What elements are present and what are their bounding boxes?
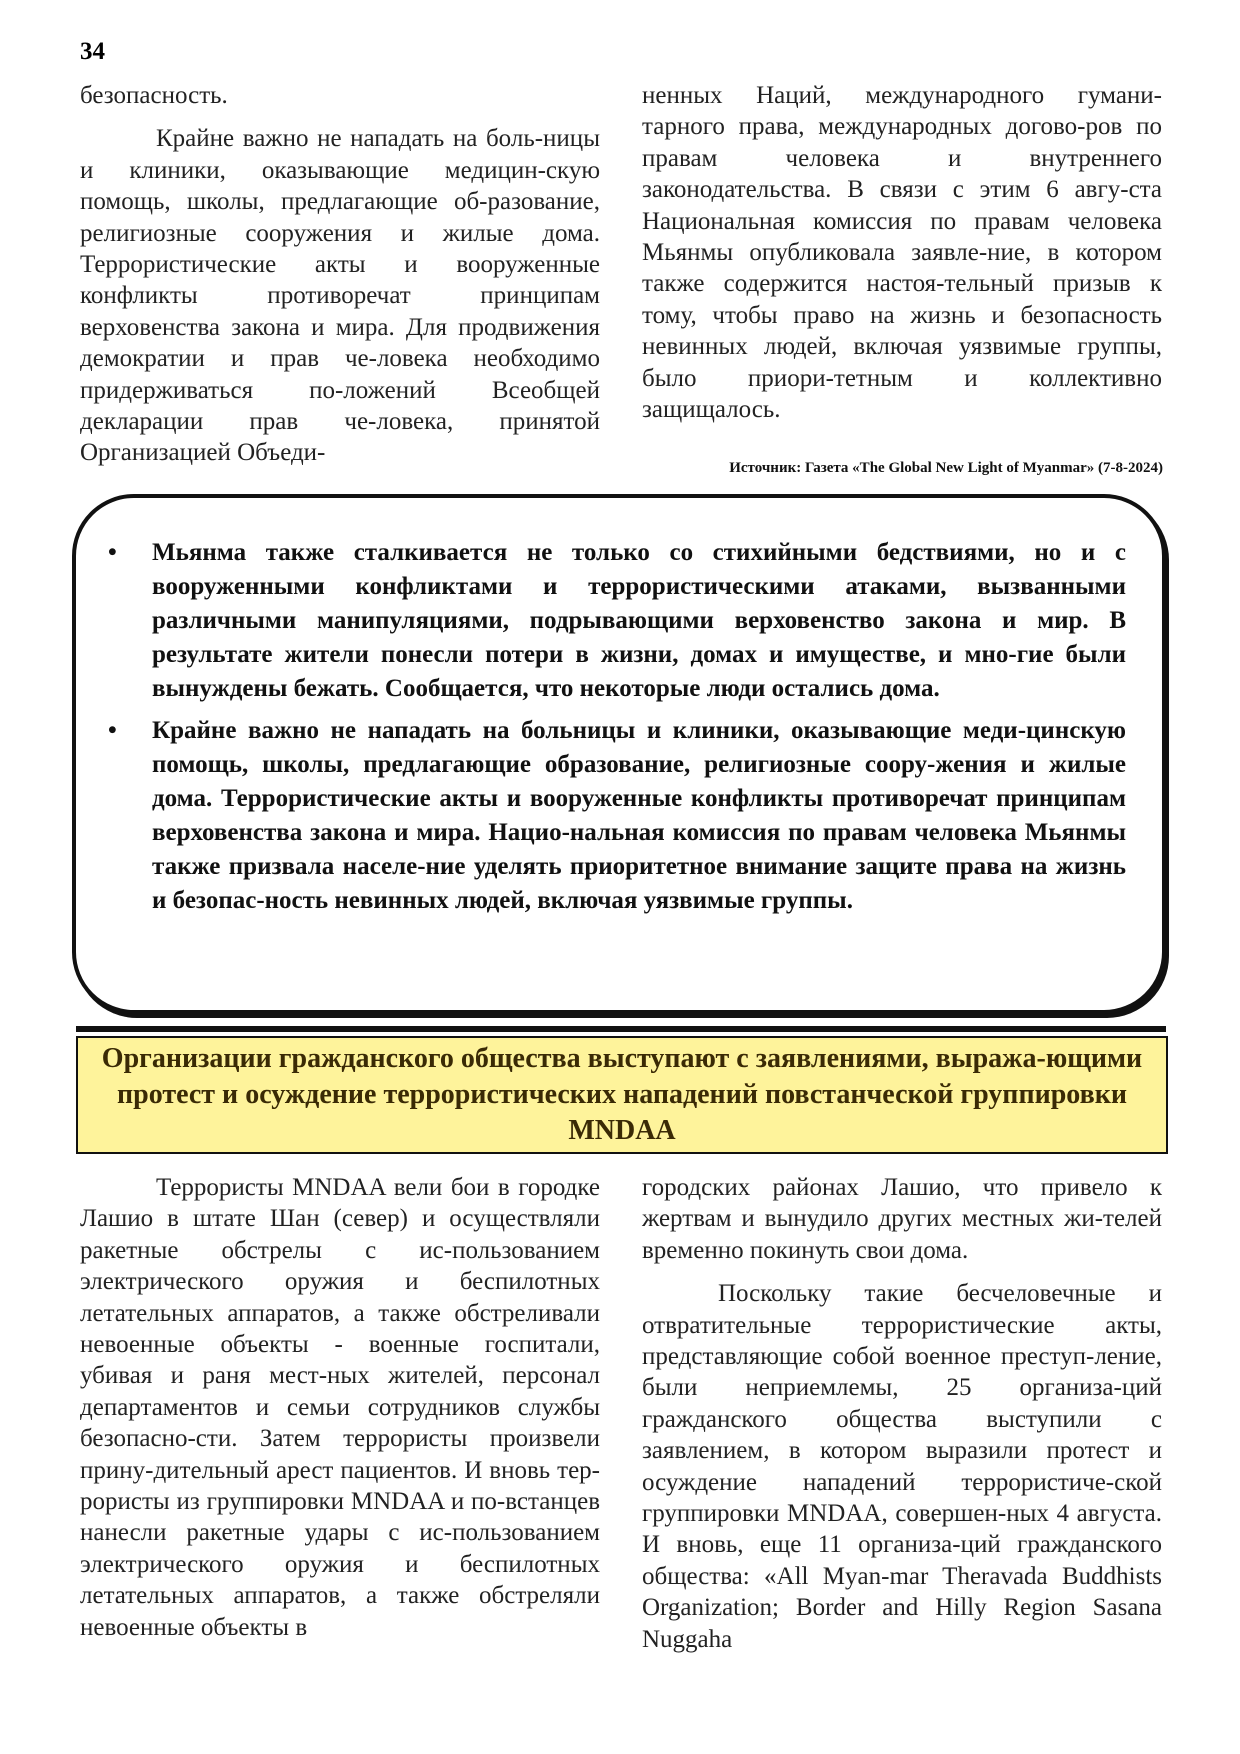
top-article-right-column — [642, 80, 1162, 425]
callout-box — [72, 494, 1166, 1014]
paragraph: городских районах Лашио, что привело к жертвам и вынудило других местных жи-телей временно покинуть свои дома. — [642, 1174, 1162, 1264]
source-citation: Источник: Газета «The Global New Light of Myanmar» (7-8-2024) — [729, 460, 1163, 476]
paragraph: ненных Наций, международного гумани-тарного права, международных догово-ров по правам человека и внутреннего законодательства. В связи с этим 6 авгу-ста Национальная комиссия по правам человека Мьянмы опубликовала заявле-ние, в котором также содержится настоя-тельный призыв к тому, чтобы право на жизнь и безопасность невинных людей, включая уязвимые группы, было приори-тетным и коллективно защищалось. — [642, 82, 1162, 424]
callout-list — [106, 536, 1126, 926]
bullet-icon: • — [108, 539, 117, 566]
callout-item-text: Мьянма также сталкивается не только со стихийными бедствиями, но и с вооруженными конфликтами и террористическими атаками, вызванными различными манипуляциями, подрывающими верховенство закона и мир. В результате жители понесли потери в жизни, домах и имуществе, и мно-гие были вынуждены бежать. Сообщается, что некоторые люди остались дома. — [152, 539, 1126, 702]
paragraph: Поскольку такие бесчеловечные и отвратительные террористические акты, представляющие собой военное преступ-ление, были неприемлемы, 25 организа-ций гражданского общества выступили с заявлением, в котором выразили протест и осуждение нападений террористиче-ской группировки MNDAA, совершен-ных 4 августа. И вновь, еще 11 организа-ций гражданского общества: «All Myan-mar Theravada Buddhists Organization; Border and Hilly Region Sasana Nuggaha — [642, 1280, 1162, 1653]
paragraph: Крайне важно не нападать на боль-ницы и клиники, оказывающие медицин-скую помощь, школы, предлагающие об-разование, религиозные сооружения и жилые дома. Террористические акты и вооруженные конфликты противоречат принципам верховенства закона и мира. Для продвижения демократии и прав че-ловека необходимо придерживаться по-ложений Всеобщей декларации прав че-ловека, принятой Организацией Объеди- — [80, 125, 600, 467]
top-article-left-column — [80, 80, 600, 469]
page-number: 34 — [80, 38, 105, 65]
section-divider — [76, 1026, 1166, 1032]
callout-item-text: Крайне важно не нападать на больницы и клиники, оказывающие меди-цинскую помощь, школы, предлагающие образование, религиозные соору-жения и жилые дома. Террористические акты и вооруженные конфликты противоречат принципам верховенства закона и мира. Нацио-нальная комиссия по правам человека Мьянмы также призвала населе-ние уделять приоритетное внимание защите права на жизнь и безопас-ность невинных людей, включая уязвимые группы. — [152, 717, 1126, 914]
headline-box — [76, 1036, 1168, 1154]
paragraph: Террористы MNDAA вели бои в городке Лашио в штате Шан (север) и осуществляли ракетные обстрелы с ис-пользованием электрического оружия и беспилотных летательных аппаратов, а также обстреливали невоенные объекты - военные госпитали, убивая и раня мест-ных жителей, персонал департаментов и семьи сотрудников службы безопасно-сти. Затем террористы произвели прину-дительный арест пациентов. И вновь тер-рористы из группировки MNDAA и по-встанцев нанесли ракетные удары с ис-пользованием электрического оружия и беспилотных летательных аппаратов, а также обстреляли невоенные объекты в — [80, 1174, 600, 1641]
callout-list-item — [106, 714, 1126, 918]
callout-list-item — [106, 536, 1126, 706]
section-headline: Организации гражданского общества выступают с заявлениями, выража-ющими протест и осуждение террористических нападений повстанческой группировки MNDAA — [101, 1043, 1143, 1146]
bottom-article-right-column — [642, 1172, 1162, 1655]
bottom-article-left-column — [80, 1172, 600, 1643]
paragraph: безопасность. — [80, 82, 228, 109]
bullet-icon: • — [108, 717, 117, 744]
